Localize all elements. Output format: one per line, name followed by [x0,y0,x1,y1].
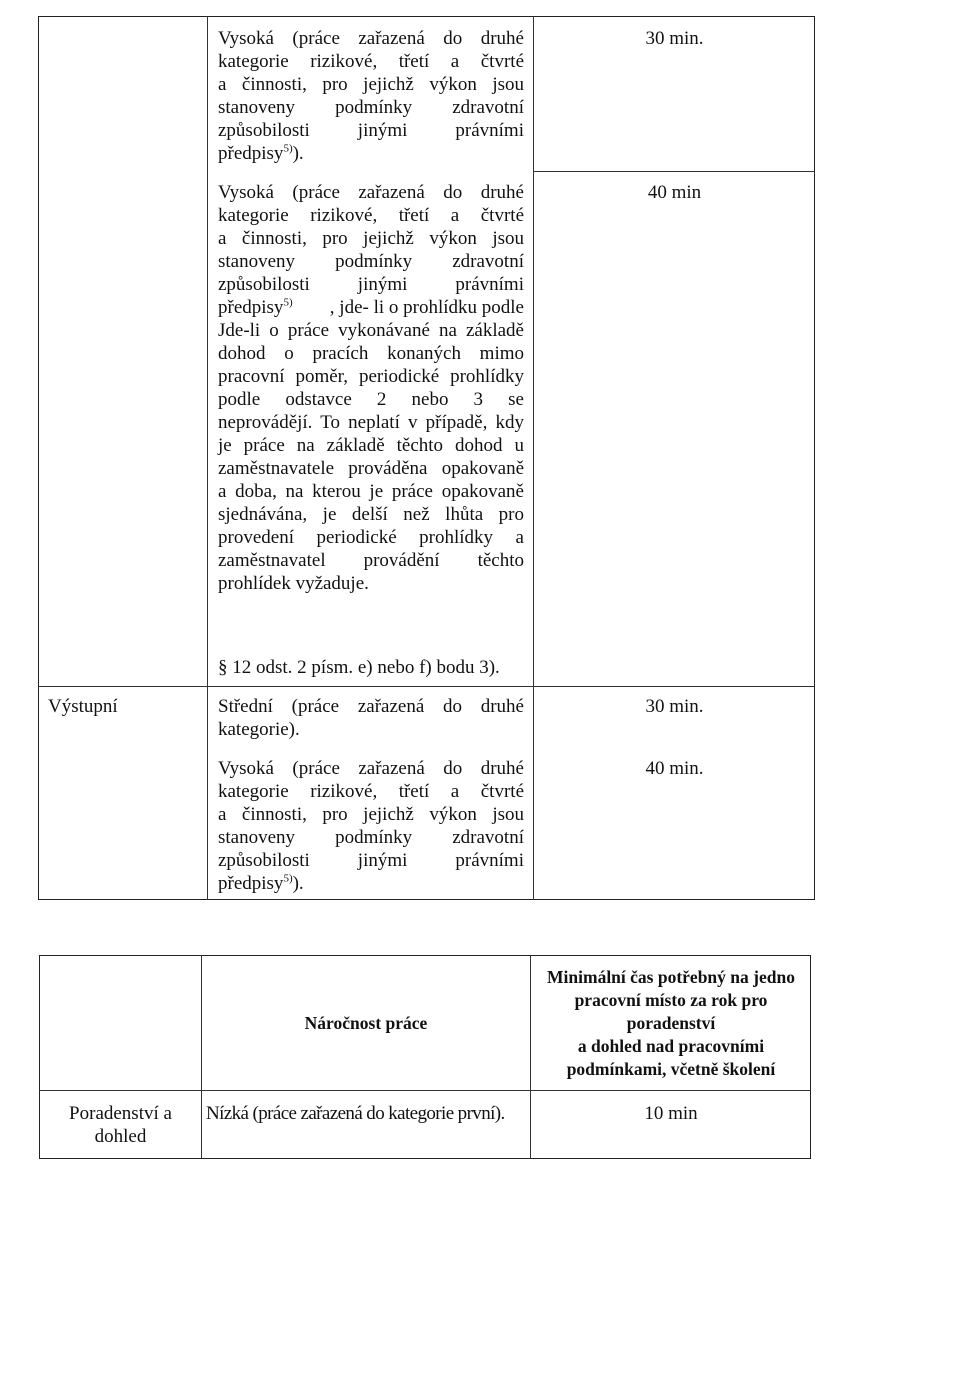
time-value: 30 min. [645,28,704,49]
table-divider [533,171,815,172]
time-value: 40 min [647,182,702,203]
difficulty-text: Střední (práce zařazená do druhé [218,696,524,717]
legal-reference: § 12 odst. 2 písm. e) nebo f) bodu 3). [218,657,500,678]
column-header-difficulty: Náročnost práce [304,1013,428,1033]
table-divider [39,1090,811,1091]
time-value: 10 min [644,1103,698,1124]
difficulty-text-last-line: kategorie). [218,719,300,740]
service-category: Poradenství a dohled [69,1103,172,1147]
column-header-min-time: Minimální čas potřebný na jedno pracovní místo za rok pro poradenství a dohled nad pracovními podmínkami, včetně školení [547,967,795,1079]
time-value: 40 min. [645,758,704,779]
table-divider [201,955,202,1159]
difficulty-text-last-line: předpisy$^{5)}$). [218,872,304,894]
difficulty-text: Vysoká (práce zařazená do druhé kategorie rizikové, třetí a čtvrté a činnosti, pro jejichž výkon jsou stanoveny podmínky zdravotní způsobilosti jinými právními [218,758,524,871]
table-divider [207,16,208,900]
difficulty-text-last-line: prohlídek vyžaduje. [218,573,369,594]
difficulty-text: Nízká (práce zařazená do kategorie první). [206,1103,505,1124]
table-divider [38,686,815,687]
difficulty-text: Vysoká (práce zařazená do druhé kategorie rizikové, třetí a čtvrté a činnosti, pro jejichž výkon jsou stanoveny podmínky zdravotní způsobilosti jinými právními předpisy$^{5)}$ , jde- li o prohlídku podle Jde-li o práce vykonávané na základě dohod o pracích konaných mimo pracovní poměr, periodické prohlídky podle odstavce 2 nebo 3 se neprovádějí. To neplatí v případě, kdy je práce na základě těchto dohod u zaměstnavatele prováděna opakovaně a doba, na kterou je práce opakovaně sjednávána, je delší než lhůta pro provedení periodické prohlídky a zaměstnavatel provádění těchto [218,182,524,571]
difficulty-text-last-line: předpisy$^{5)}$). [218,142,304,164]
exam-category: Výstupní [48,696,118,717]
time-value: 30 min. [645,696,704,717]
difficulty-text: Vysoká (práce zařazená do druhé kategorie rizikové, třetí a čtvrté a činnosti, pro jejichž výkon jsou stanoveny podmínky zdravotní způsobilosti jinými právními [218,28,524,141]
